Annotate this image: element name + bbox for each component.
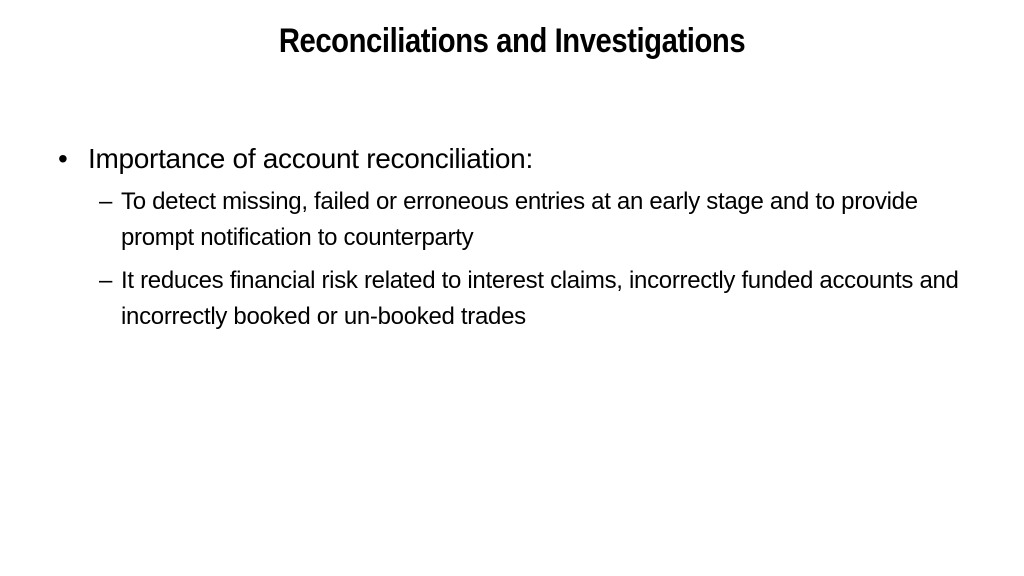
bullet-text: Importance of account reconciliation: [88, 143, 533, 174]
sub-bullet-item [99, 263, 988, 335]
slide-title: Reconciliations and Investigations [278, 22, 746, 60]
bullet-item [58, 140, 988, 178]
sub-bullet-text: It reduces financial risk related to interest claims, incorrectly funded accounts and incorrectly booked or un-booked trades [121, 267, 959, 330]
sub-bullet-list [58, 184, 988, 335]
bullet-marker-icon: • [58, 143, 68, 174]
sub-bullet-item [99, 184, 988, 256]
dash-marker-icon: – [99, 267, 113, 294]
dash-marker-icon: – [99, 188, 113, 215]
sub-bullet-text: To detect missing, failed or erroneous entries at an early stage and to provide prompt notification to counterparty [121, 188, 918, 251]
slide-content [58, 140, 988, 342]
